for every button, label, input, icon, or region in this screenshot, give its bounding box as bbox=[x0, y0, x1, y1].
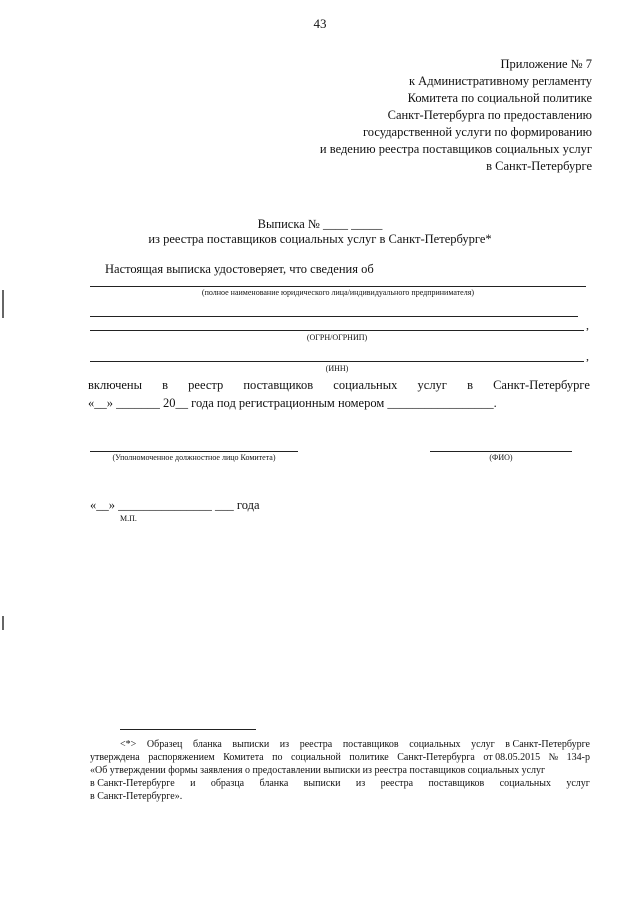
footnote-row bbox=[90, 777, 590, 790]
included-text bbox=[88, 378, 590, 393]
word: Комитета bbox=[223, 752, 264, 763]
page-number: 43 bbox=[313, 16, 327, 31]
scan-margin-mark bbox=[2, 616, 4, 630]
inn-caption: (ИНН) bbox=[325, 364, 349, 373]
registration-line: «__» _______ 20__ года под регистрационным номером _________________. bbox=[88, 396, 497, 410]
appendix-header bbox=[192, 56, 592, 175]
footnote-row bbox=[90, 764, 590, 777]
official-signature-line bbox=[90, 451, 298, 452]
word: Образец bbox=[146, 739, 183, 750]
word: от 08.05.2015 bbox=[483, 752, 541, 763]
appendix-line: в Санкт-Петербурге bbox=[486, 159, 592, 173]
word: из bbox=[355, 778, 366, 789]
word: социальной bbox=[290, 752, 341, 763]
word: по bbox=[272, 752, 283, 763]
word: реестра bbox=[299, 739, 333, 750]
word: реестра bbox=[380, 778, 414, 789]
date-line: «__» _______________ ___ года bbox=[90, 498, 260, 512]
intro-text: Настоящая выписка удостоверяет, что сведения об bbox=[105, 262, 374, 276]
fio-line bbox=[430, 451, 572, 452]
word: выписки bbox=[232, 739, 270, 750]
word: № bbox=[548, 752, 559, 763]
footnote-separator bbox=[120, 729, 256, 730]
word: Санкт-Петербурга bbox=[397, 752, 475, 763]
ogrn-line bbox=[90, 330, 584, 331]
appendix-line: и ведению реестра поставщиков социальных услуг bbox=[319, 142, 592, 156]
comma: , bbox=[586, 349, 589, 363]
word: социальных bbox=[333, 378, 398, 392]
appendix-line: государственной услуги по формированию bbox=[362, 125, 592, 139]
inn-line bbox=[90, 361, 584, 362]
word: выписки bbox=[303, 778, 341, 789]
word: из bbox=[279, 739, 290, 750]
word: услуг bbox=[417, 378, 447, 392]
full-name-line bbox=[90, 286, 586, 287]
word: «Об утверждении формы заявления о предоставлении выписки из реестра поставщиков социальных услуг bbox=[90, 765, 546, 776]
word: социальных bbox=[499, 778, 551, 789]
appendix-line: Приложение № 7 bbox=[500, 57, 592, 71]
word: услуг bbox=[566, 778, 590, 789]
document-subtitle: из реестра поставщиков социальных услуг в Санкт-Петербурге* bbox=[148, 232, 492, 246]
word: <*> bbox=[120, 739, 137, 750]
appendix-line: к Административному регламенту bbox=[408, 74, 592, 88]
word: поставщиков bbox=[342, 739, 399, 750]
word: поставщиков bbox=[428, 778, 485, 789]
word: политике bbox=[349, 752, 389, 763]
word: бланка bbox=[193, 739, 222, 750]
fio-caption: (ФИО) bbox=[489, 453, 513, 462]
word: в bbox=[162, 378, 169, 392]
word: распоряжением bbox=[148, 752, 215, 763]
word: поставщиков bbox=[243, 378, 314, 392]
word: утверждена bbox=[90, 752, 140, 763]
word: бланка bbox=[259, 778, 289, 789]
word: Санкт-Петербурге bbox=[493, 378, 590, 392]
word: в Санкт-Петербурге bbox=[90, 778, 175, 789]
stamp-caption: М.П. bbox=[120, 514, 137, 523]
footnote-row bbox=[90, 751, 590, 764]
ogrn-caption: (ОГРН/ОГРНИП) bbox=[306, 333, 368, 342]
word: образца bbox=[210, 778, 245, 789]
footnote-last-line: в Санкт-Петербурге». bbox=[90, 791, 183, 802]
full-name-caption: (полное наименование юридического лица/индивидуального предпринимателя) bbox=[201, 288, 475, 297]
word: услуг bbox=[471, 739, 495, 750]
scan-margin-mark bbox=[2, 290, 4, 318]
word: 134-р bbox=[566, 752, 590, 763]
footnote bbox=[90, 738, 590, 803]
word: социальных bbox=[409, 739, 461, 750]
footnote-row bbox=[90, 738, 590, 751]
word: в Санкт-Петербурге bbox=[505, 739, 590, 750]
word: в bbox=[467, 378, 473, 392]
word: реестр bbox=[188, 378, 224, 392]
comma: , bbox=[586, 318, 589, 332]
appendix-line: Санкт-Петербурга по предоставлению bbox=[387, 108, 592, 122]
document-title: Выписка № ____ _____ bbox=[257, 217, 383, 231]
full-name-line-2 bbox=[90, 316, 578, 317]
word: включены bbox=[88, 378, 142, 392]
official-caption: (Уполномоченное должностное лицо Комитета) bbox=[112, 453, 276, 462]
word: и bbox=[190, 778, 196, 789]
appendix-line: Комитета по социальной политике bbox=[407, 91, 592, 105]
